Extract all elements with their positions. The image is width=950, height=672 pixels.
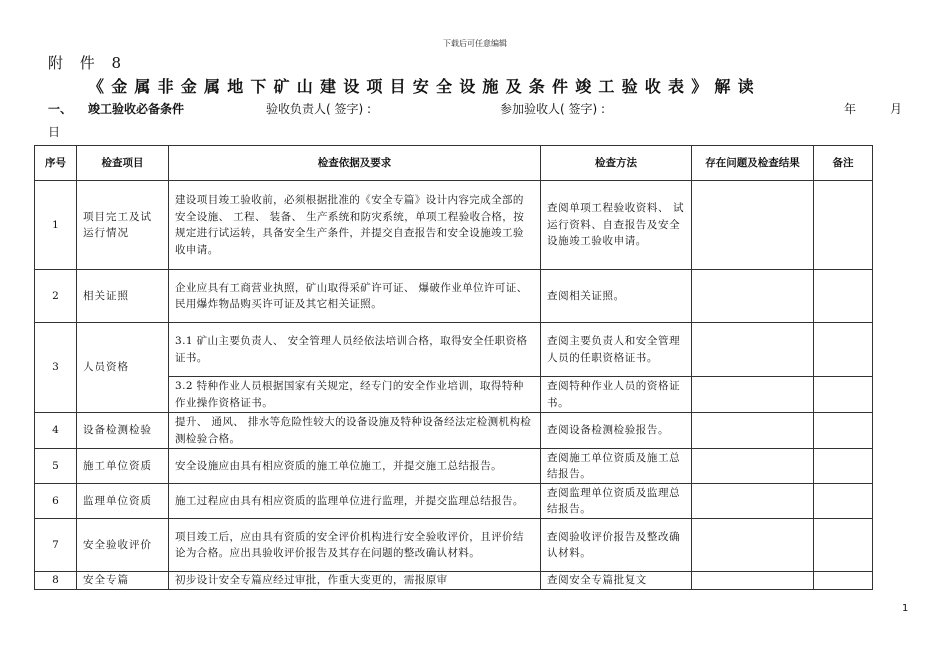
result-cell <box>692 377 814 413</box>
section-number: 一、 <box>48 102 73 116</box>
table-row <box>35 323 873 377</box>
remark-cell <box>814 572 873 590</box>
header-no: 序号 <box>35 146 77 181</box>
check-basis: 提升、 通风、 排水等危险性较大的设备设施及特种设备经法定检测机构检测检验合格。 <box>169 413 541 449</box>
check-basis: 初步设计安全专篇应经过审批，作重大变更的，需报原审 <box>169 572 541 590</box>
remark-cell <box>814 484 873 519</box>
year-label: 年 <box>844 102 857 116</box>
check-method: 查阅监理单位资质及监理总结报告。 <box>541 484 692 519</box>
remark-cell <box>814 323 873 377</box>
acceptance-checklist-table <box>34 145 873 590</box>
check-method: 查阅施工单位资质及施工总结报告。 <box>541 449 692 484</box>
header-result: 存在问题及检查结果 <box>692 146 814 181</box>
row-number: 3 <box>35 323 77 413</box>
check-basis: 建设项目竣工验收前，必须根据批准的《安全专篇》设计内容完成全部的安全设施、 工程、 装备、 生产系统和防灾系统，单项工程验收合格，按规定进行试运转，具备安全生产条件，并提交自查报告和安全设施竣工验收申请。 <box>169 181 541 270</box>
header-item: 检查项目 <box>77 146 169 181</box>
remark-cell <box>814 449 873 484</box>
check-method: 查阅相关证照。 <box>541 270 692 323</box>
remark-cell <box>814 181 873 270</box>
check-method: 查阅安全专篇批复文 <box>541 572 692 590</box>
table-row <box>35 484 873 519</box>
responsible-signature-label: 验收负责人( 签字) : <box>266 102 372 116</box>
result-cell <box>692 181 814 270</box>
remark-cell <box>814 413 873 449</box>
section-meta-line <box>48 100 908 118</box>
header-basis: 检查依据及要求 <box>169 146 541 181</box>
result-cell <box>692 484 814 519</box>
table-row <box>35 572 873 590</box>
check-method: 查阅验收评价报告及整改确认材料。 <box>541 519 692 572</box>
table-row <box>35 519 873 572</box>
result-cell <box>692 323 814 377</box>
table-row <box>35 413 873 449</box>
header-note: 下载后可任意编辑 <box>443 39 507 48</box>
check-basis: 施工过程应由具有相应资质的监理单位进行监理，并提交监理总结报告。 <box>169 484 541 519</box>
check-item: 设备检测检验 <box>77 413 169 449</box>
row-number: 5 <box>35 449 77 484</box>
remark-cell <box>814 377 873 413</box>
result-cell <box>692 449 814 484</box>
result-cell <box>692 572 814 590</box>
participants-signature-label: 参加验收人( 签字) : <box>500 102 606 116</box>
month-label: 月 <box>890 102 903 116</box>
result-cell <box>692 413 814 449</box>
check-item: 施工单位资质 <box>77 449 169 484</box>
table-header-row <box>35 146 873 181</box>
row-number: 1 <box>35 181 77 270</box>
row-number: 8 <box>35 572 77 590</box>
check-basis: 3.2 特种作业人员根据国家有关规定，经专门的安全作业培训，取得特种作业操作资格证书。 <box>169 377 541 413</box>
page-number: 1 <box>902 603 909 614</box>
check-method: 查阅特种作业人员的资格证书。 <box>541 377 692 413</box>
check-item: 项目完工及试运行情况 <box>77 181 169 270</box>
check-item: 安全验收评价 <box>77 519 169 572</box>
document-title: 《金属非金属地下矿山建设项目安全设施及条件竣工验收表》解读 <box>88 77 761 96</box>
row-number: 6 <box>35 484 77 519</box>
check-item: 人员资格 <box>77 323 169 413</box>
check-item: 安全专篇 <box>77 572 169 590</box>
row-number: 2 <box>35 270 77 323</box>
check-basis: 企业应具有工商营业执照，矿山取得采矿许可证、 爆破作业单位许可证、 民用爆炸物品购买许可证及其它相关证照。 <box>169 270 541 323</box>
result-cell <box>692 270 814 323</box>
table-row <box>35 270 873 323</box>
check-item: 监理单位资质 <box>77 484 169 519</box>
check-method: 查阅设备检测检验报告。 <box>541 413 692 449</box>
section-title: 竣工验收必备条件 <box>88 102 185 116</box>
check-basis: 项目竣工后，应由具有资质的安全评价机构进行安全验收评价，且评价结论为合格。应出具验收评价报告及其存在问题的整改确认材料。 <box>169 519 541 572</box>
row-number: 7 <box>35 519 77 572</box>
header-method: 检查方法 <box>541 146 692 181</box>
check-basis: 3.1 矿山主要负责人、 安全管理人员经依法培训合格，取得安全任职资格证书。 <box>169 323 541 377</box>
check-method: 查阅单项工程验收资料、 试运行资料、自查报告及安全设施竣工验收申请。 <box>541 181 692 270</box>
check-item: 相关证照 <box>77 270 169 323</box>
result-cell <box>692 519 814 572</box>
table-row <box>35 181 873 270</box>
remark-cell <box>814 519 873 572</box>
row-number: 4 <box>35 413 77 449</box>
table-row <box>35 449 873 484</box>
day-label: 日 <box>48 125 61 139</box>
header-remark: 备注 <box>814 146 873 181</box>
check-basis: 安全设施应由具有相应资质的施工单位施工，并提交施工总结报告。 <box>169 449 541 484</box>
remark-cell <box>814 270 873 323</box>
attachment-label: 附 件 8 <box>48 54 128 72</box>
check-method: 查阅主要负责人和安全管理人员的任职资格证书。 <box>541 323 692 377</box>
